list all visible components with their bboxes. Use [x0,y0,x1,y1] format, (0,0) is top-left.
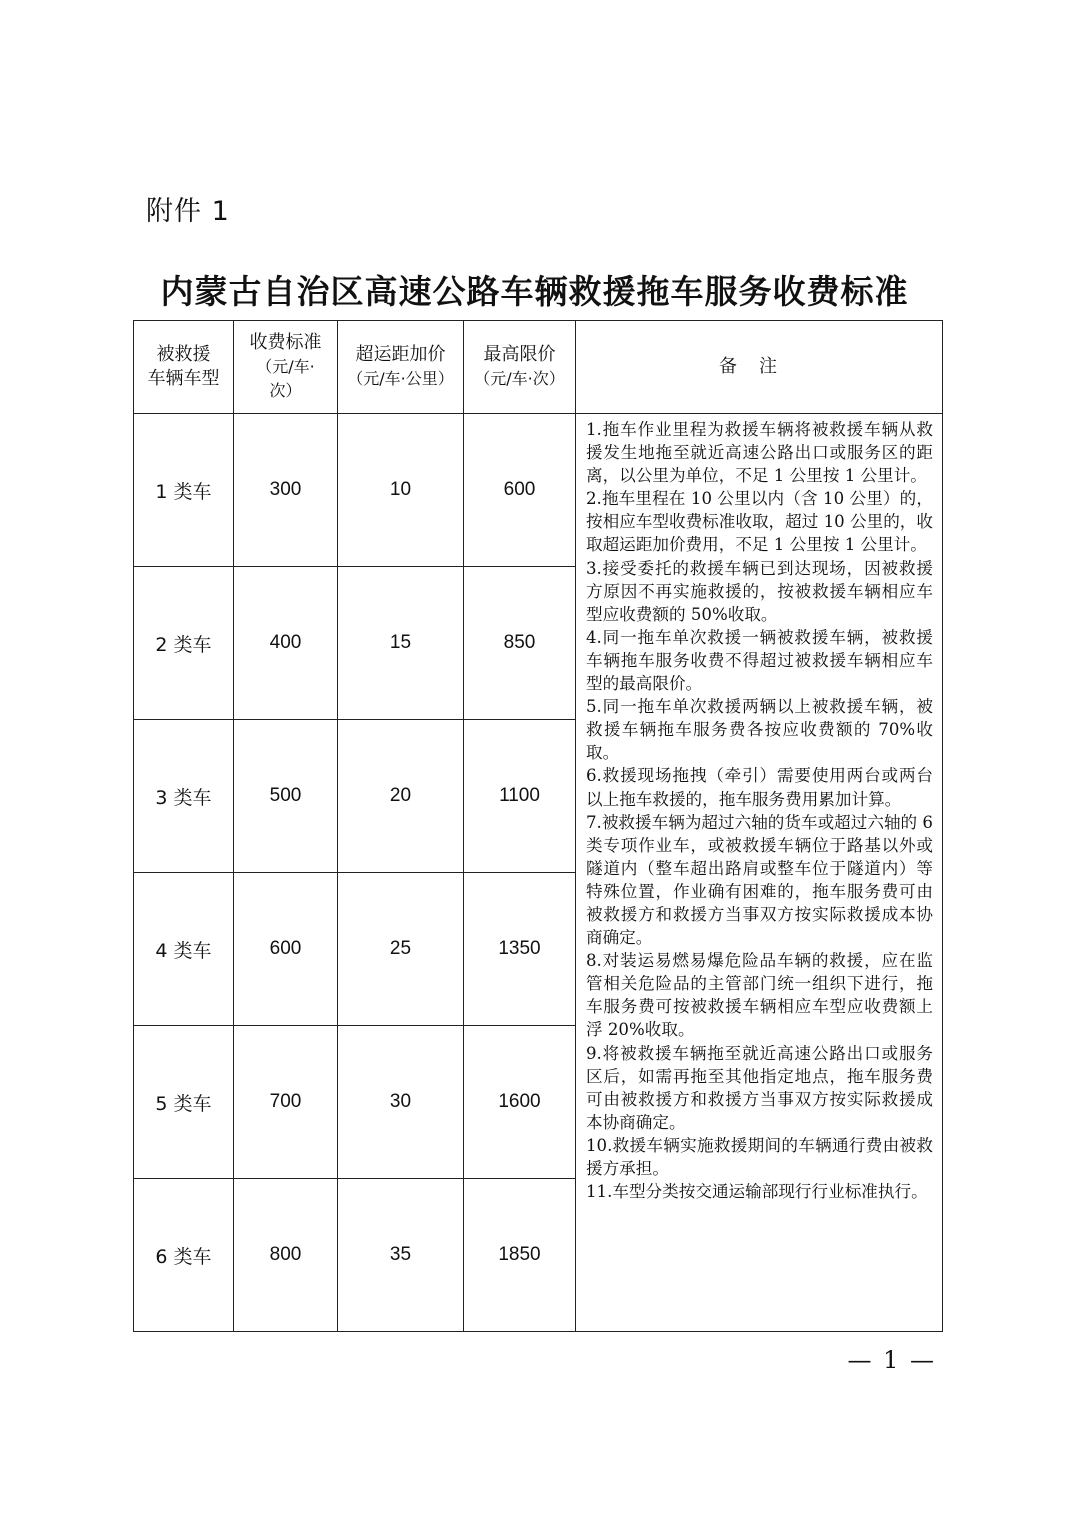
remark-item: 8.对装运易燃易爆危险品车辆的救援，应在监管相关危险品的主管部门统一组织下进行，拖车服务费可按被救援车辆相应车型应收费额上浮 20%收取。 [586,951,933,1040]
vehicle-type-cell: 5 类车 [134,1026,234,1179]
remark-item: 5.同一拖车单次救援两辆以上被救援车辆，被救援车辆拖车服务费各按应收费额的 70%收取。 [586,697,933,763]
vehicle-type-cell: 2 类车 [134,567,234,720]
remark-item: 11.车型分类按交通运输部现行行业标准执行。 [586,1182,928,1202]
standard-fee-cell: 300 [234,414,338,567]
remark-item: 1.拖车作业里程为救援车辆将被救援车辆从救援发生地拖至就近高速公路出口或服务区的距离，以公里为单位，不足 1 公里按 1 公里计。 [586,420,933,486]
remark-item: 4.同一拖车单次救援一辆被救援车辆，被救援车辆拖车服务收费不得超过被救援车辆相应车型的最高限价。 [586,627,933,694]
header-max-price-unit: （元/车·次） [474,369,565,388]
max-price-cell: 1850 [464,1179,576,1332]
vehicle-type-cell: 4 类车 [134,873,234,1026]
header-vehicle-type-line1: 被救援 [156,344,211,365]
table-header-row [134,321,943,414]
remark-item: 2.拖车里程在 10 公里以内（含 10 公里）的，按相应车型收费标准收取，超过 10 公里的，收取超运距加价费用，不足 1 公里按 1 公里计。 [586,489,933,555]
header-extra-distance-unit: （元/车·公里） [347,369,454,388]
max-price-cell: 1350 [464,873,576,1026]
standard-fee-cell: 400 [234,567,338,720]
vehicle-type-cell: 1 类车 [134,414,234,567]
header-vehicle-type-line2: 车辆车型 [147,368,220,389]
fee-standard-table [133,320,943,1332]
header-max-price [464,321,576,414]
header-standard-fee-label: 收费标准 [249,332,322,353]
extra-distance-cell: 10 [338,414,464,567]
header-vehicle-type [134,321,234,414]
header-remarks: 备注 [576,321,943,414]
max-price-cell: 850 [464,567,576,720]
vehicle-type-cell: 3 类车 [134,720,234,873]
max-price-cell: 1600 [464,1026,576,1179]
document-title: 内蒙古自治区高速公路车辆救援拖车服务收费标准 [160,272,909,311]
extra-distance-cell: 30 [338,1026,464,1179]
header-standard-fee-unit: （元/车·次） [256,357,315,400]
extra-distance-cell: 35 [338,1179,464,1332]
extra-distance-cell: 15 [338,567,464,720]
header-standard-fee [234,321,338,414]
remark-item: 6.救援现场拖拽（牵引）需要使用两台或两台以上拖车救援的，拖车服务费用累加计算。 [586,766,933,809]
remarks-cell [576,414,943,1332]
standard-fee-cell: 700 [234,1026,338,1179]
table-row [134,414,943,567]
remark-item: 9.将被救援车辆拖至就近高速公路出口或服务区后，如需再拖至其他指定地点，拖车服务费可由被救援方和救援方当事双方按实际救援成本协商确定。 [586,1043,933,1132]
max-price-cell: 1100 [464,720,576,873]
max-price-cell: 600 [464,414,576,567]
attachment-label: 附件 1 [146,196,230,227]
header-extra-distance [338,321,464,414]
header-extra-distance-label: 超运距加价 [355,344,446,365]
header-max-price-label: 最高限价 [483,344,556,365]
remark-item: 10.救援车辆实施救援期间的车辆通行费由被救援方承担。 [586,1135,933,1178]
standard-fee-cell: 500 [234,720,338,873]
remark-item: 7.被救援车辆为超过六轴的货车或超过六轴的 6 类专项作业车，或被救援车辆位于路基以外或隧道内（整车超出路肩或整车位于隧道内）等特殊位置，作业确有困难的，拖车服务费可由被救援方和救援方当事双方按实际救援成本协商确定。 [586,812,933,948]
extra-distance-cell: 20 [338,720,464,873]
remark-item: 3.接受委托的救援车辆已到达现场，因被救援方原因不再实施救援的，按被救援车辆相应车型应收费额的 50%收取。 [586,558,933,624]
vehicle-type-cell: 6 类车 [134,1179,234,1332]
extra-distance-cell: 25 [338,873,464,1026]
page-number: — 1 — [847,1346,936,1374]
standard-fee-cell: 600 [234,873,338,1026]
standard-fee-cell: 800 [234,1179,338,1332]
